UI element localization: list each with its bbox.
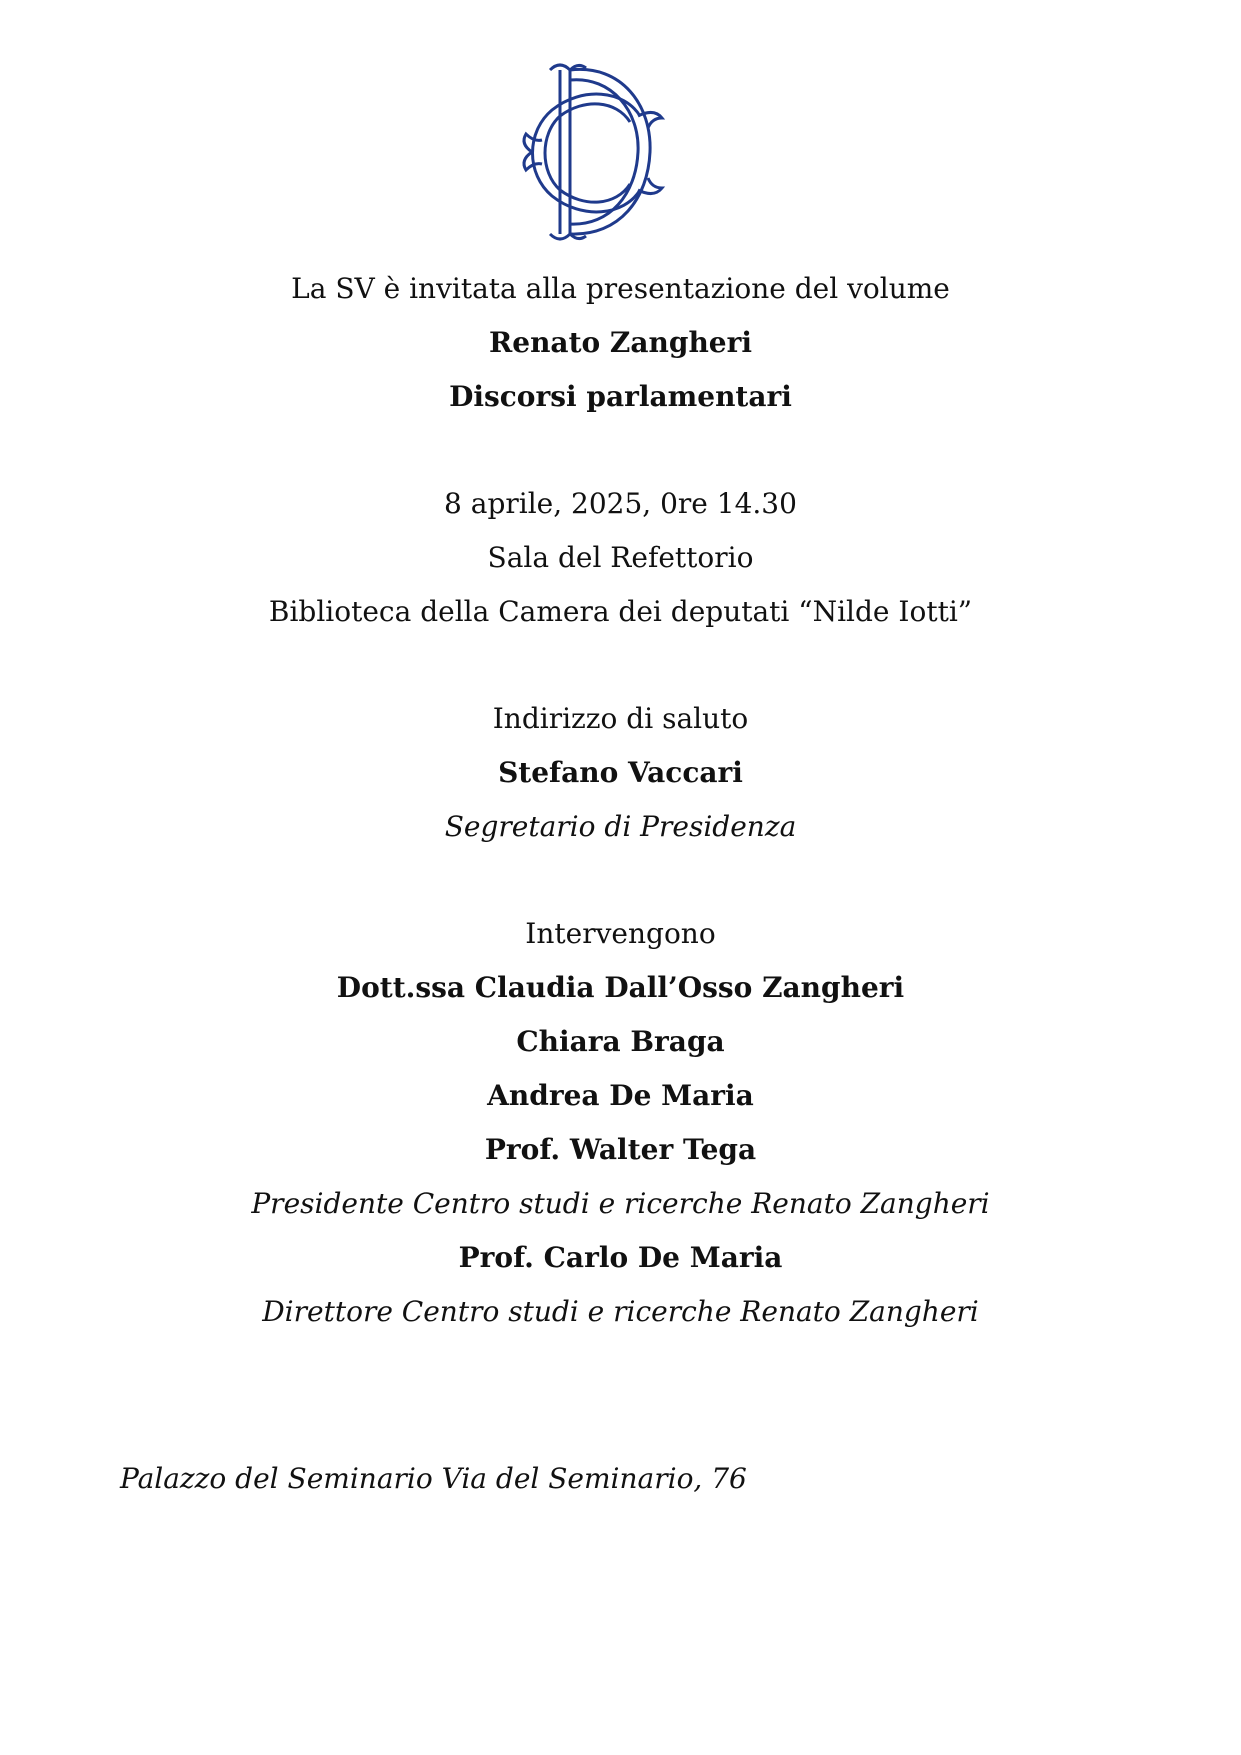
event-venue: Biblioteca della Camera dei deputati “Nilde Iotti” bbox=[268, 595, 973, 628]
speakers-heading: Intervengono bbox=[525, 917, 716, 950]
speaker-role: Direttore Centro studi e ricerche Renato Zangheri bbox=[262, 1295, 979, 1328]
greeting-heading: Indirizzo di saluto bbox=[492, 702, 749, 735]
event-room: Sala del Refettorio bbox=[487, 541, 754, 574]
greeting-speaker-role: Segretario di Presidenza bbox=[444, 810, 797, 843]
invitation-text: La SV è invitata alla presentazione del volume bbox=[291, 272, 950, 305]
intro-block bbox=[0, 262, 1241, 424]
speaker-name: Dott.ssa Claudia Dall’Osso Zangheri bbox=[336, 971, 905, 1004]
speaker-name: Chiara Braga bbox=[516, 1025, 725, 1058]
author-name: Renato Zangheri bbox=[488, 326, 753, 359]
speaker-name: Prof. Walter Tega bbox=[484, 1133, 757, 1166]
speaker-name: Prof. Carlo De Maria bbox=[458, 1241, 783, 1274]
speakers-block bbox=[0, 907, 1241, 1339]
greeting-speaker-name: Stefano Vaccari bbox=[498, 756, 743, 789]
speaker-name: Andrea De Maria bbox=[487, 1079, 754, 1112]
event-block bbox=[0, 477, 1241, 639]
monogram-emblem-icon bbox=[512, 56, 672, 246]
footer-address: Palazzo del Seminario Via del Seminario, 76 bbox=[120, 1462, 747, 1495]
event-date-time: 8 aprile, 2025, 0re 14.30 bbox=[444, 487, 797, 520]
book-title: Discorsi parlamentari bbox=[449, 380, 792, 413]
greeting-block bbox=[0, 692, 1241, 854]
speaker-role: Presidente Centro studi e ricerche Renato Zangheri bbox=[251, 1187, 990, 1220]
